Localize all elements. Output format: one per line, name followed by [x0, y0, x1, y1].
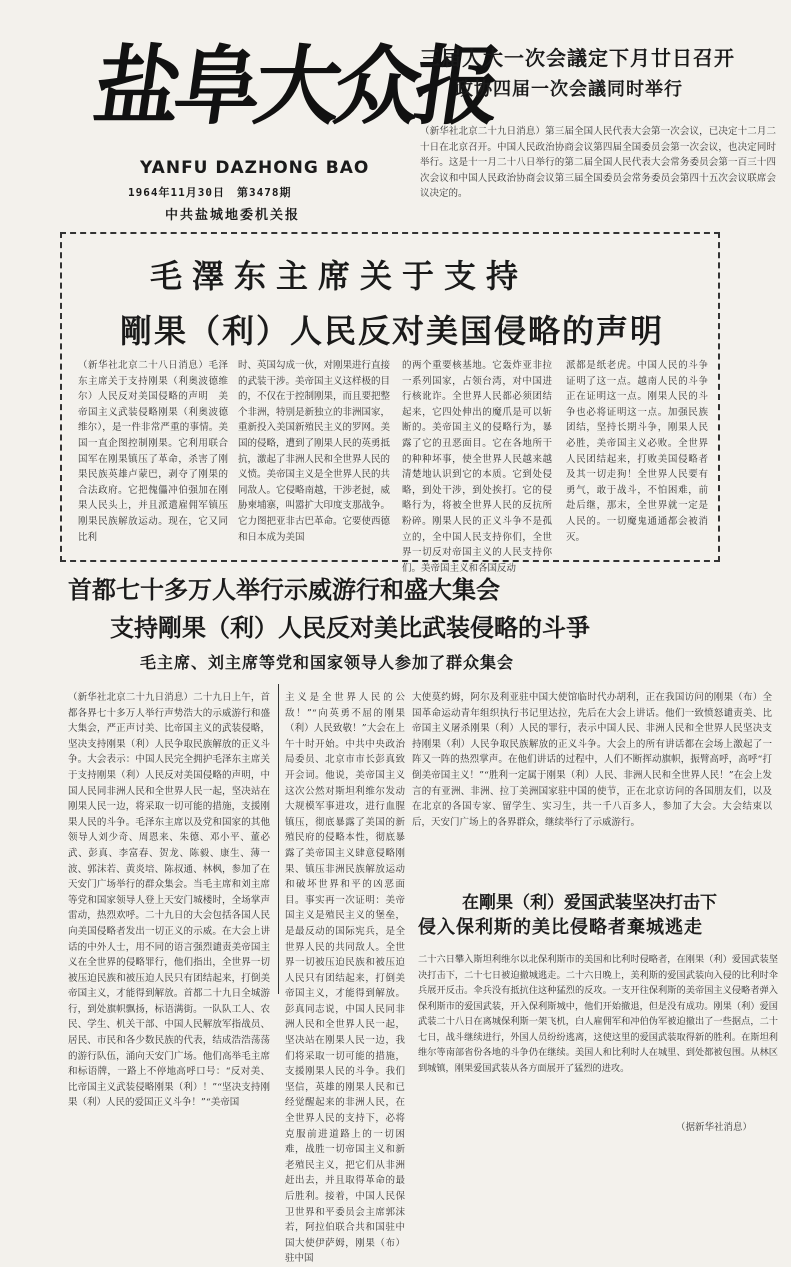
rally-column-2: 主义是全世界人民的公敌！”“向英勇不屈的刚果（利）人民致敬！”大会在上午十时开始。中共中央政治局委员、北京市市长彭真致开会词。他说，美帝国主义这次公然对斯坦利维尔发动大规模军事进攻，进行血腥镇压，彻底暴露了美国的新殖民府的侵略本性，彻底暴露了美帝国主义肆意侵略刚果、镇压非洲民族解放运动和破坏世界和平的凶恶面目。事实再一次证明：美帝国主义是殖民主义的堡垒，是最反动的国际宪兵，是全世界人民的共同敌人。全世界一切被压迫民族和被压迫人民只有团结起来，打倒美帝国主义，才能得到解放。彭真同志说，中国人民同非洲人民和全世界人民一起，坚决站在刚果人民一边，我们将采取一切可能的措施，支援刚果人民的斗争。我们坚信，英雄的刚果人民和已经觉醒起来的非洲人民，在全世界人民的支持下，必将克服前进道路上的一切困难，战胜一切帝国主义和新老殖民主义，把它们从非洲赶出去，并且取得革命的最后胜利。接着，中国人民保卫世界和平委员会主席郭沫若，阿拉伯联合共和国驻中国大使伊萨姆，刚果（布）驻中国 — [285, 692, 405, 1265]
rally-column-3: 大使莫约姆，阿尔及利亚驻中国大使馆临时代办胡利，正在我国访问的刚果（布）全国革命运动青年组织执行书记里达拉，先后在大会上讲话。他们一致愤怒谴责美、比帝国主义屠杀刚果（利）人民的罪行，表示中国人民、非洲人民和全世界人民坚决支持刚果（利）人民争取民族解放的正义斗争。大会上的所有讲话都在会场上激起了一阵又一阵的热烈掌声。在他们讲话的过程中，人们不断挥动旗帜，振臂高呼，高呼“打倒美帝国主义！”“胜利一定属于刚果（利）人民、非洲人民和全世界人民！”在会上发言的有亚洲、非洲、拉丁美洲国家驻中国的使节，正在北京访问的各国朋友们，以及在北京的各国专家、留学生、实习生，共一千八百多人，参加了大会。大会结束以后，天安门广场上的各界群众，继续举行了示威游行。 — [412, 692, 772, 828]
masthead-title: 盐阜大众报 — [88, 36, 503, 137]
rally-subheadline: 毛主席、刘主席等党和国家领导人参加了群众集会 — [140, 653, 515, 672]
congo-source: （据新华社消息） — [676, 1122, 753, 1133]
date-issue: 1964年11月30日 第3478期 — [128, 186, 292, 199]
congo-body: 二十六日攀入斯坦利维尔以北保利斯市的美国和比利时侵略者，在刚果（利）爱国武装坚决打击下，二十七日被迫撤城逃走。二十六日晚上，美利斯的爱国武装向入侵的比利时伞兵展开反击。伞兵没有抵抗住这种猛烈的反攻。一支开往保利斯的美帝国主义侵略者弹入保利斯市的爱国武装，开入保利斯城中，他们开始撤退，但是没有成功。刚果（利）爱国武装二十八日在离城保利斯一架飞机，白人雇佣军和冲伯伪军被迫撤出了一些据点，二十七日，战斗继续进行，外国人员纷纷逃离，这使这里的爱国武装取得新的胜利。在斯坦利维尔等南部省份各地的斗争仍在继续。美国人和比利时人在城里、到处都被包围。从林区到城镇，刚果爱国武装从各方面展开了猛烈的进攻。 — [418, 954, 778, 1074]
statement-column-3: 的两个重要核基地。它轰炸亚非拉一系列国家，占领台湾，对中国进行核讹诈。全世界人民都必须团结起来，它四处伸出的魔爪是可以斩断的。美帝国主义的侵略行为，暴露了它的丑恶面目。它在各地所干的种种坏事，使全世界人民越来越清楚地认识到它的本质。它到处侵略，到处干涉，到处挨打。它的侵略行为，将被全世界人民的反抗所粉碎。刚果人民的正义斗争不是孤立的，全中国人民支持你们，全世界一切反对帝国主义的人民支持你们。美帝国主义和各国反动 — [402, 360, 552, 574]
statement-column-1: （新华社北京二十八日消息）毛泽东主席关于支持刚果（利奥波德维尔）人民反对美国侵略的声明 美帝国主义武装侵略刚果（利奥波德维尔），是一件非常严重的事情。美国一直企图控制刚果。它利用联合国军在刚果镇压了革命，杀害了刚果民族英雄卢蒙巴，剥夺了刚果的合法政府。它把傀儡冲伯强加在刚果人民头上，并且派遣雇佣军镇压刚果民族解放运动。现在，它又同比利 — [78, 360, 228, 543]
column-divider — [278, 684, 279, 994]
congo-headline-2: 侵入保利斯的美比侵略者棄城逃走 — [418, 917, 703, 938]
congo-headline-1: 在剛果（利）爱国武装坚决打击下 — [462, 893, 717, 913]
rally-headline-2: 支持剛果（利）人民反对美比武装侵略的斗爭 — [110, 614, 590, 642]
statement-column-2: 时、英国勾成一伙，对刚果进行直接的武装干涉。美帝国主义这样极的目的，不仅在于控制刚果，而且要把整个非洲，特别是新独立的非洲国家，重新投入美国新殖民主义的罗网。美国的侵略，遭到了刚果人民的英勇抵抗，激起了非洲人民和全世界人民的义愤。美帝国主义是全世界人民的共同敌人。它侵略南越，干涉老挝，威胁柬埔寨，叫嚣扩大印度支那战争。它力图把亚非古巴革命。它要使西德和日本成为美国 — [238, 360, 391, 543]
news-brief-body: （新华社北京二十九日消息）第三届全国人民代表大会第一次会议，已决定十二月二十日在北京召开。中国人民政治协商会议第四届全国委员会第一次会议，也决定同时举行。这是十一月二十八日举行的第二届全国人民代表大会常务委员会第一百三十四次会议和中国人民政治协商会议第三届全国委员会常务委员会第四十五次会议联席会议决定的。 — [420, 126, 776, 200]
rally-headline-1: 首都七十多万人举行示威游行和盛大集会 — [68, 576, 500, 604]
statement-headline-1: 毛澤东主席关于支持 — [150, 257, 529, 295]
masthead-pinyin: YANFU DAZHONG BAO — [140, 158, 370, 178]
news-brief-subheadline: 政协四届一次会議同时举行 — [455, 79, 683, 100]
statement-headline-2: 剛果（利）人民反对美国侵略的声明 — [120, 312, 665, 350]
rally-column-1: （新华社北京二十九日消息）二十九日上午，首都各界七十多万人举行声势浩大的示威游行和盛大集会，严正声讨美、比帝国主义的武装侵略，坚决支持刚果（利）人民争取民族解放的正义斗争。大会表示：中国人民完全拥护毛泽东主席关于支持刚果（利）人民反对美国侵略的声明，中国人民同非洲人民和全世界人民一起，坚决站在刚果人民一边，将采取一切可能的措施，支援刚果人民的斗争。毛泽东主席以及党和国家的其他领导人刘少奇、周恩来、朱德、邓小平、董必武、彭真、李富春、贺龙、陈毅、康生、薄一波、郭沫若、黄炎培、陈叔通、林枫，参加了在天安门广场举行的群众集会。当毛主席和刘主席等党和国家领导人登上天安门城楼时，全场掌声雷动，热烈欢呼。二十九日的大会包括各国人民向美国侵略者发出一切正义的示威。在大会上讲话的中外人士，用不同的语言强烈谴责美帝国主义在全世界的侵略罪行，他们指出，全世界一切被压迫民族和被压迫人民只有团结起来，打倒美帝国主义，才能得到解放。首都二十九日全城游行，到处旗帜飘扬，标语满街。一队队工人、农民、学生、机关干部、中国人民解放军指战员、居民、市民和各少数民族的代表，结成浩浩荡荡的游行队伍，涌向天安门广场。他们高举毛主席和标语牌，一路上不停地高呼口号：“反对美、比帝国主义武装侵略刚果（利）！”“坚决支持刚果（利）人民的爱国正义斗争！”“美帝国 — [68, 692, 270, 1109]
news-brief-headline: 三届人大一次会議定下月廿日召开 — [420, 46, 735, 70]
statement-column-4: 派都是纸老虎。中国人民的斗争证明了这一点。越南人民的斗争正在证明这一点。刚果人民的斗争也必将证明这一点。加强民族团结，坚持长期斗争，刚果人民必胜，美帝国主义必败。全世界人民团结起来，打败美国侵略者及其一切走狗！全世界人民要有勇气，敢于战斗，不怕困难，前赴后继，那末，全世界就一定是人民的。一切魔鬼通通都会被消灭。 — [566, 360, 708, 543]
publisher: 中共盐城地委机关报 — [165, 208, 301, 223]
